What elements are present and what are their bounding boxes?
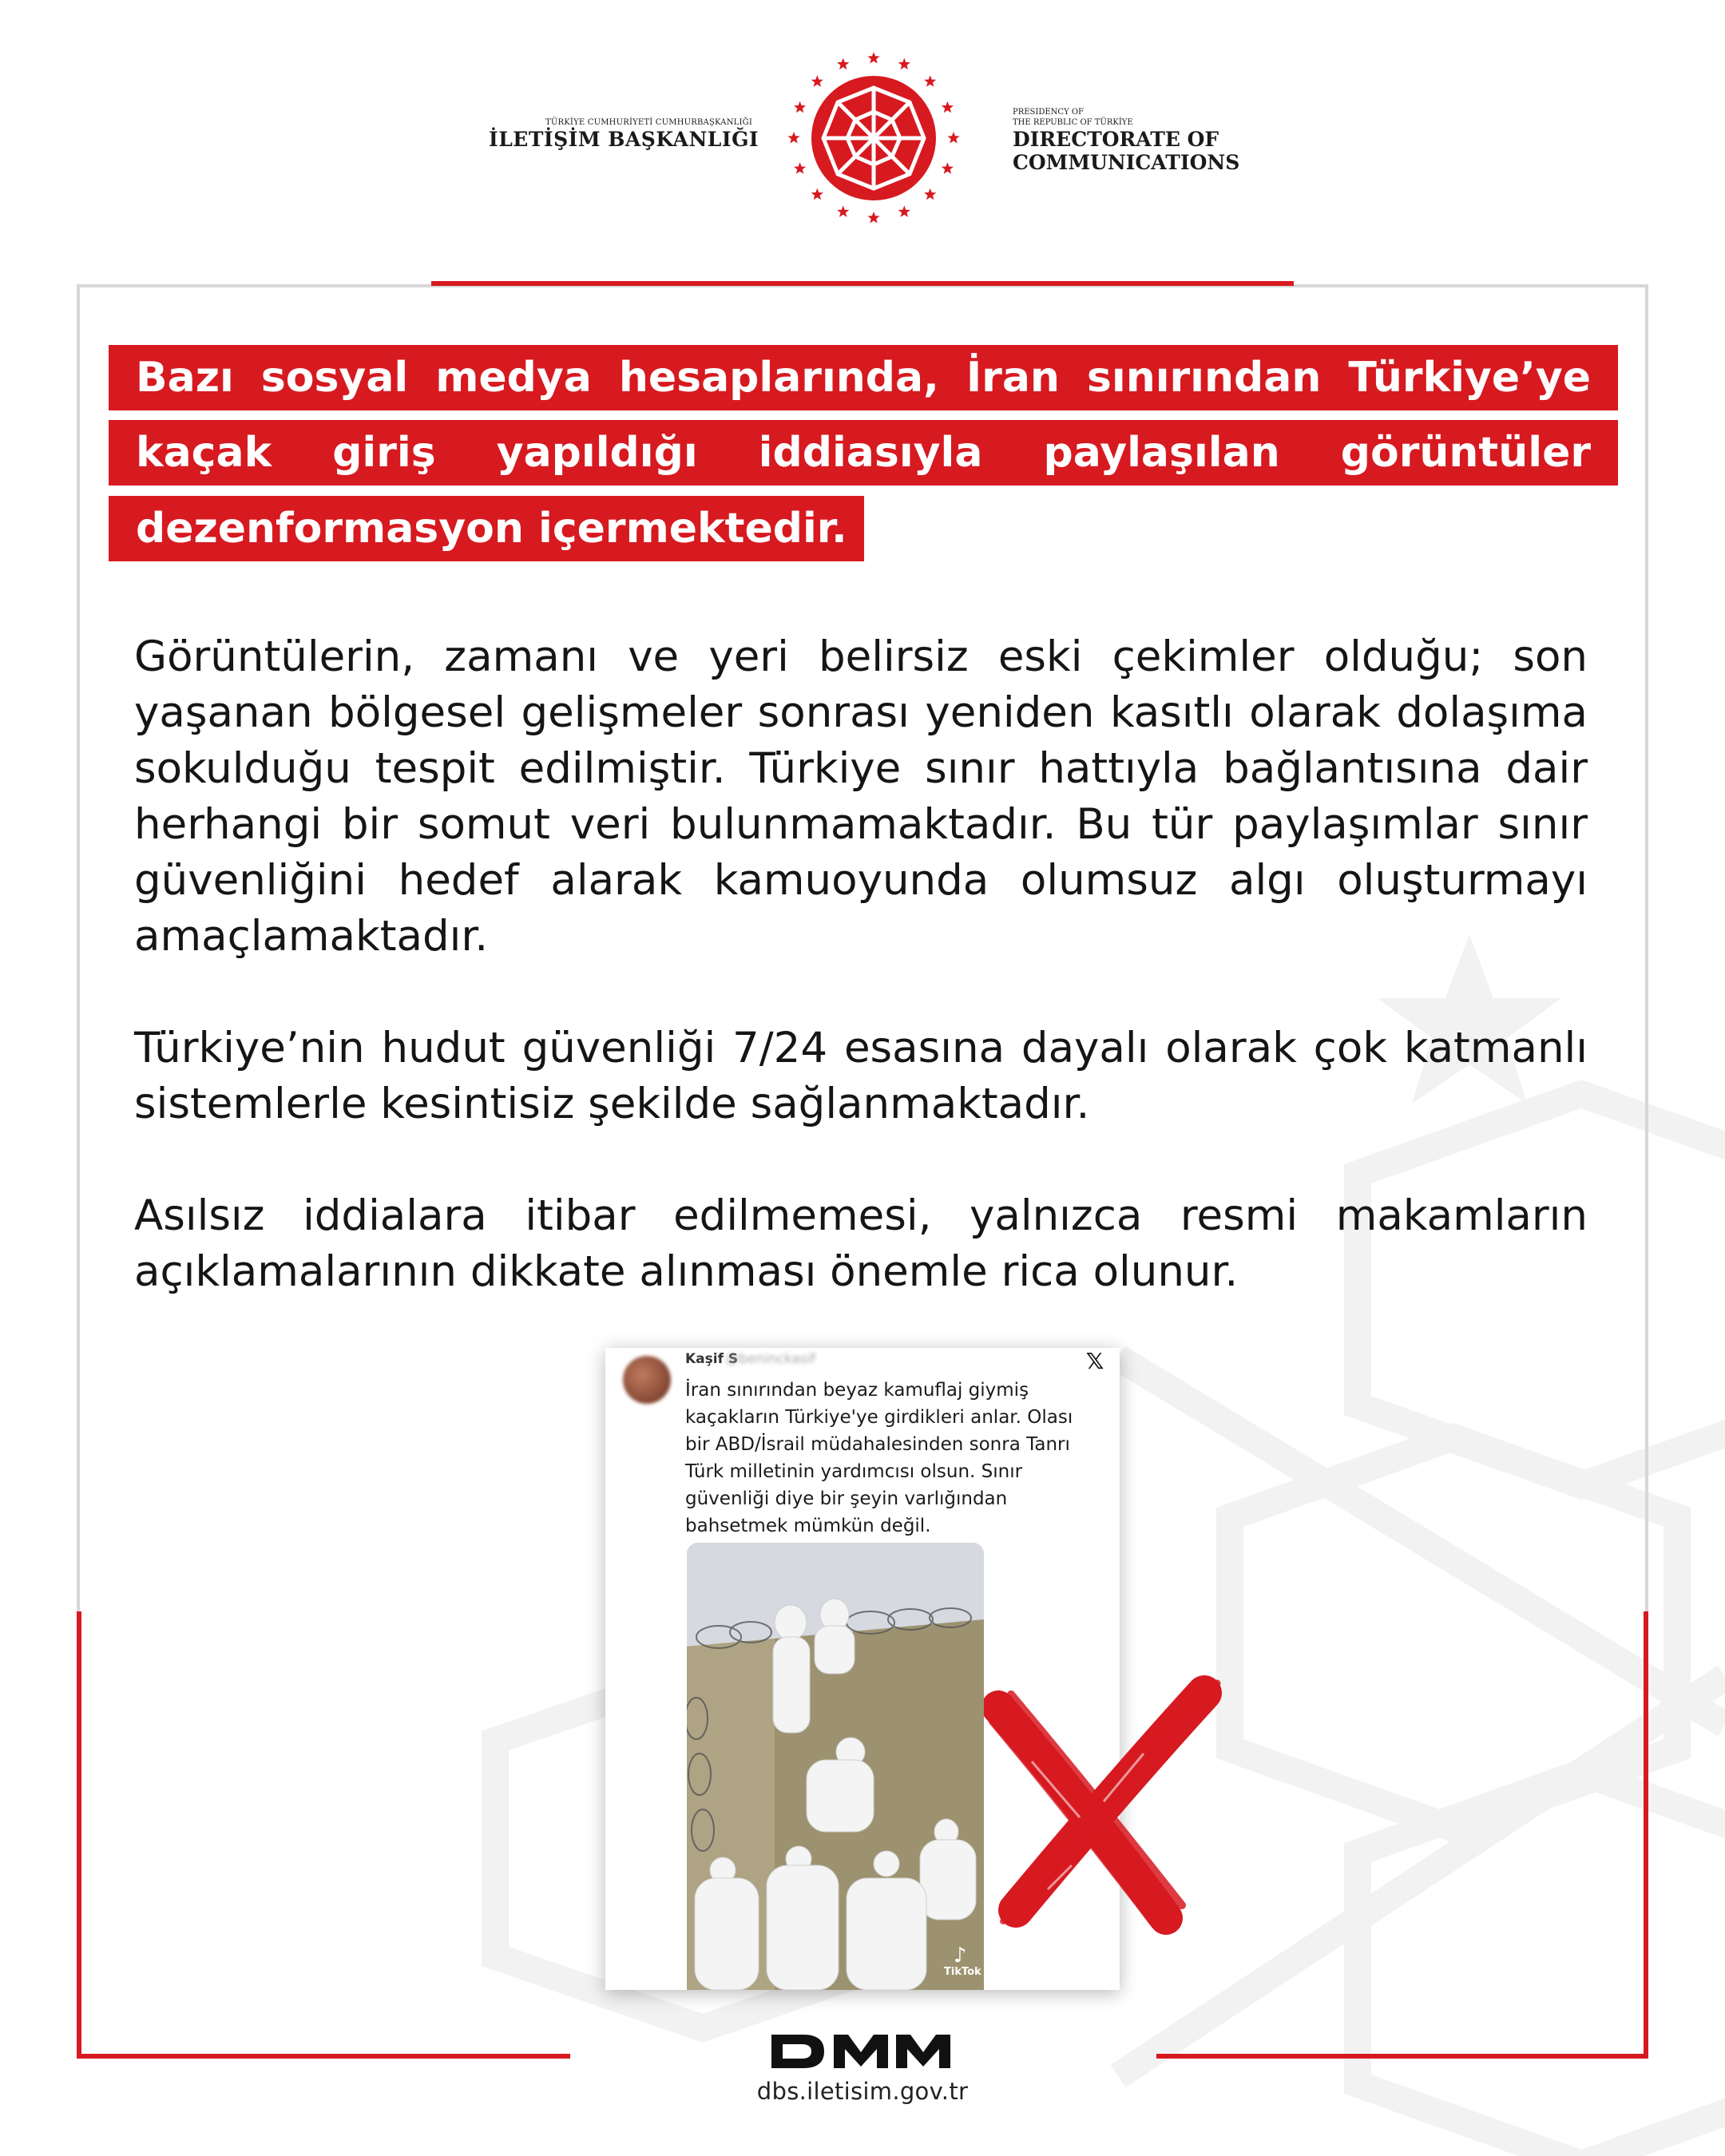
- org-en-title-2: COMMUNICATIONS: [1013, 151, 1240, 174]
- headline-line-1: Bazı sosyal medya hesaplarında, İran sınırından Türkiye’ye: [109, 345, 1618, 410]
- dmm-logo: [771, 2035, 954, 2068]
- presidential-seal-icon: [785, 50, 962, 227]
- org-en-subtitle-2: THE REPUBLIC OF TÜRKİYE: [1013, 118, 1133, 127]
- emblem-star-icon: [867, 52, 879, 64]
- frame-left-accent: [77, 1611, 81, 2059]
- emblem-star-icon: [811, 188, 823, 200]
- emblem-star-icon: [811, 75, 823, 87]
- footer-url: dbs.iletisim.gov.tr: [756, 2078, 969, 2105]
- tiktok-watermark: [944, 1944, 981, 1985]
- org-tr-title: İLETİŞİM BAŞKANLIĞI: [489, 128, 759, 151]
- tweet-avatar: [623, 1356, 671, 1404]
- emblem-star-icon: [837, 205, 849, 217]
- emblem-star-icon: [898, 205, 910, 217]
- headline-line-3: dezenformasyon içermektedir.: [109, 496, 864, 561]
- header: [0, 0, 1725, 264]
- frame-top-accent: [431, 281, 1294, 286]
- emblem-star-icon: [867, 212, 879, 224]
- org-name-english: [1013, 107, 1300, 174]
- tweet-user-name: Kaşif S: [685, 1351, 739, 1367]
- frame-right-border: [1645, 284, 1648, 1614]
- tweet-user-handle: @beninckasif: [725, 1351, 816, 1367]
- tiktok-label: TikTok: [944, 1966, 981, 1978]
- org-en-title-1: DIRECTORATE OF: [1013, 128, 1219, 151]
- emblem-star-icon: [787, 132, 799, 144]
- emblem-star-icon: [942, 101, 954, 113]
- org-en-subtitle-1: PRESIDENCY OF: [1013, 108, 1084, 117]
- emblem-star-icon: [794, 101, 806, 113]
- frame-bottom-left-accent: [77, 2054, 570, 2059]
- tweet-text: İran sınırından beyaz kamuflaj giymiş kaçakların Türkiye'ye girdikleri anlar. Olası bir ABD/İsrail müdahalesinden sonra Tanrı Türk milletinin yardımcısı olsun. Sınır güvenliği diye bir şeyin varlığından bahsetmek mümkün değil.: [685, 1380, 1073, 1536]
- org-tr-subtitle: TÜRKİYE CUMHURİYETİ CUMHURBAŞKANLIĞI: [545, 118, 752, 127]
- tweet-video-thumbnail: [687, 1543, 984, 1990]
- body-paragraph-3: Asılsız iddialara itibar edilmemesi, yalnızca resmi makamların açıklamalarının dikkate alınması önemle rica olunur.: [134, 1191, 1588, 1296]
- body-paragraph-2: Türkiye’nin hudut güvenliği 7/24 esasına dayalı olarak çok katmanlı sistemlerle kesintisiz şekilde sağlanmaktadır.: [134, 1024, 1588, 1128]
- headline-line-2: kaçak giriş yapıldığı iddiasıyla paylaşılan görüntüler: [109, 420, 1618, 485]
- emblem-star-icon: [942, 162, 954, 173]
- org-name-turkish: [489, 118, 759, 151]
- frame-right-accent: [1644, 1611, 1648, 2059]
- emblem-star-icon: [794, 162, 806, 173]
- emblem-star-icon: [924, 188, 936, 200]
- frame-left-border: [77, 284, 80, 1614]
- emblem-star-icon: [898, 58, 910, 70]
- x-logo-icon: 𝕏: [1085, 1348, 1104, 1374]
- tiktok-note-icon: ♪: [953, 1944, 967, 1968]
- frame-bottom-right-accent: [1156, 2054, 1648, 2059]
- red-cross-mark-icon: [984, 1666, 1223, 1937]
- emblem-star-icon: [837, 58, 849, 70]
- body-paragraph-1: Görüntülerin, zamanı ve yeri belirsiz eski çekimler olduğu; son yaşanan bölgesel gelişmeler sonrası yeniden kasıtlı olarak dolaşıma sokulduğu tespit edilmiştir. Türkiye sınır hattıyla bağlantısına dair herhangi bir somut veri bulunmamaktadır. Bu tür paylaşımlar sınır güvenliğini hedef alarak kamuoyunda olumsuz algı oluşturmayı amaçlamaktadır.: [134, 632, 1588, 961]
- emblem-star-icon: [947, 132, 959, 144]
- emblem-star-icon: [924, 75, 936, 87]
